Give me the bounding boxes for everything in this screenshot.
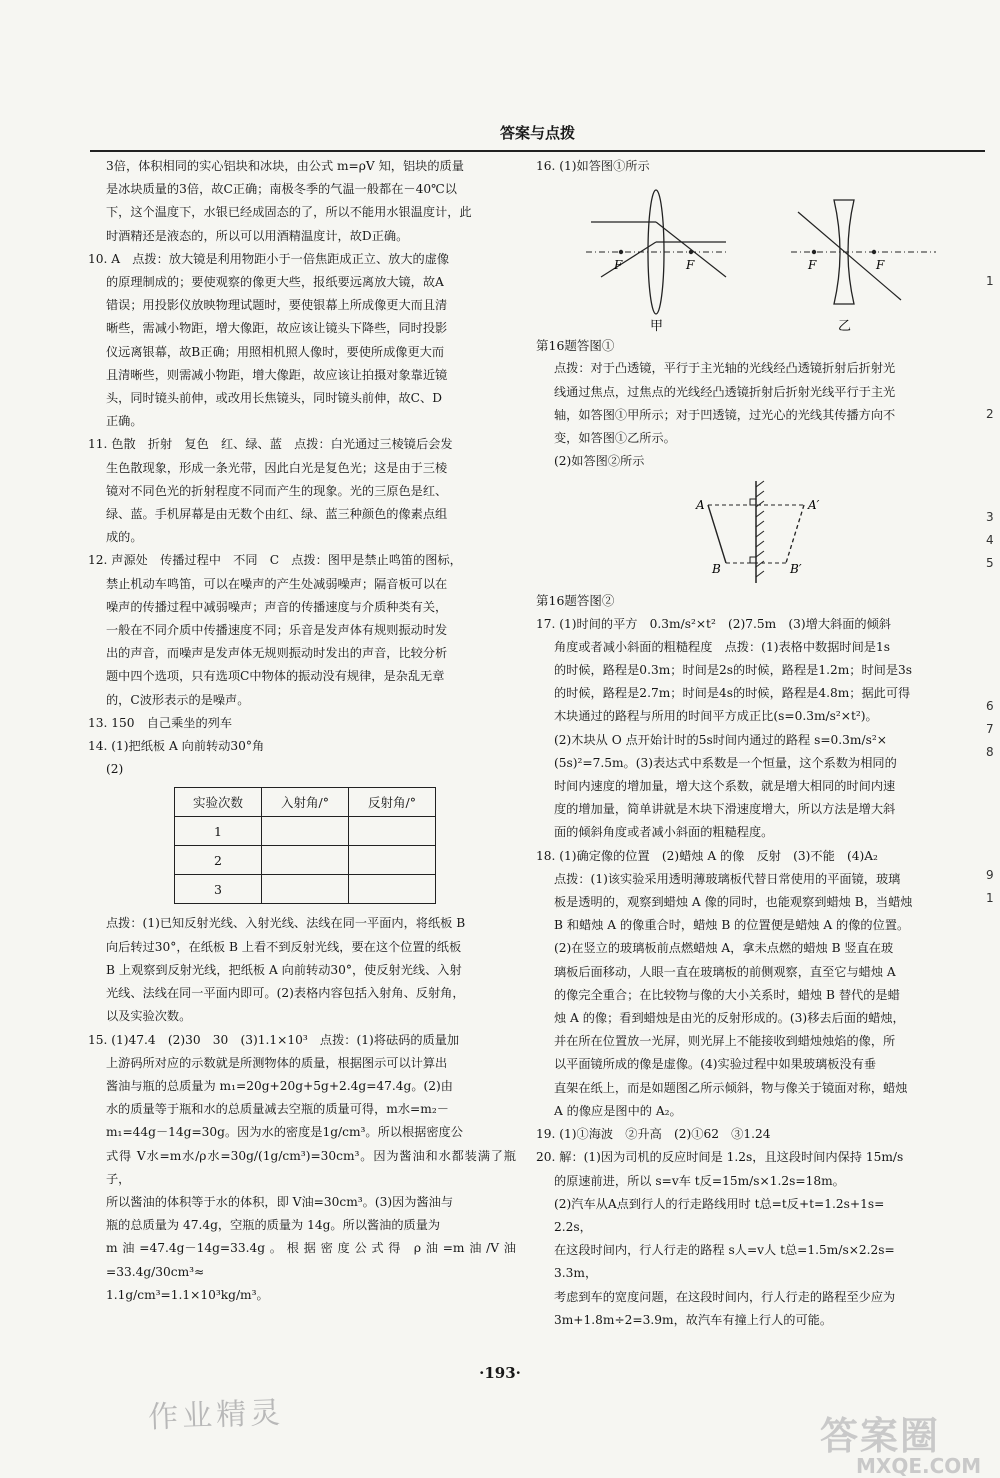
margin-number: 1 bbox=[986, 891, 994, 905]
text-line: 17. (1)时间的平方 0.3m/s²×t² (2)7.5m (3)增大斜面的倾斜 bbox=[536, 616, 891, 631]
figure-caption-1: 第16题答图① bbox=[536, 338, 615, 354]
site-watermark-logo bbox=[820, 1405, 981, 1478]
text-line: 光线、法线在同一平面内即可。(2)表格内容包括入射角、反射角， bbox=[106, 986, 465, 1001]
table-cell bbox=[262, 817, 349, 846]
text-line: 题中四个选项，只有选项C中物体的振动没有规律，是杂乱无章 bbox=[106, 669, 445, 684]
text-line: 3.3m， bbox=[554, 1266, 598, 1281]
answer-14-part2-label: (2) bbox=[106, 762, 124, 777]
focus-label: F bbox=[686, 258, 695, 273]
text-line: 20. 解：(1)因为司机的反应时间是 1.2s，且这段时间内保持 15m/s bbox=[536, 1150, 904, 1165]
text-line: 所以酱油的体积等于水的体积，即 V油=30cm³。(3)因为酱油与 bbox=[106, 1194, 454, 1209]
figure-label-jia: 甲 bbox=[650, 319, 664, 333]
text-line: (2)木块从 O 点开始计时的5s时间内通过的路程 s=0.3m/s²× bbox=[554, 732, 887, 747]
text-line: 向后转过30°，在纸板 B 上看不到反射光线，要在这个位置的纸板 bbox=[106, 939, 462, 954]
text-line: 以及实验次数。 bbox=[106, 1009, 192, 1024]
table-cell bbox=[349, 846, 436, 875]
text-line: (2)在竖立的玻璃板前点燃蜡烛 A，拿未点燃的蜡烛 B 竖直在玻 bbox=[554, 941, 894, 956]
right-column bbox=[536, 155, 968, 1332]
point-label: B′ bbox=[790, 562, 802, 577]
mirror-diagram bbox=[536, 477, 968, 587]
margin-number: 3 bbox=[986, 510, 994, 524]
text-line: 3m+1.8m÷2=3.9m，故汽车有撞上行人的可能。 bbox=[554, 1312, 833, 1327]
table-row bbox=[175, 875, 436, 904]
text-line: 11. 色散 折射 复色 红、绿、蓝 点拨：白光通过三棱镜后会发 bbox=[88, 437, 453, 452]
text-line: 酱油与瓶的总质量为 m₁=20g+20g+5g+2.4g=47.4g。(2)由 bbox=[106, 1078, 453, 1093]
stamp-watermark: 作业精灵 bbox=[147, 1395, 285, 1436]
margin-number: 9 bbox=[986, 868, 994, 882]
text-line: 2.2s， bbox=[554, 1219, 592, 1234]
text-line: 时酒精还是液态的，所以可以用酒精温度计，故D正确。 bbox=[106, 228, 409, 243]
focus-label: F bbox=[614, 258, 623, 273]
text-line: 璃板后面移动，人眼一直在玻璃板的前侧观察，直至它与蜡烛 A bbox=[554, 964, 896, 979]
answer-10 bbox=[88, 248, 516, 434]
text-line: (2)汽车从A点到行人的行走路线用时 t总=t反+t=1.2s+1s= bbox=[554, 1196, 885, 1211]
object-AB bbox=[708, 505, 726, 563]
text-line: 的原速前进，所以 s=v车 t反=15m/s×1.2s=18m。 bbox=[554, 1173, 845, 1188]
concave-lens-figure bbox=[791, 200, 936, 332]
experiment-table bbox=[174, 787, 436, 904]
answer-17 bbox=[536, 613, 968, 845]
text-line: 角度或者减小斜面的粗糙程度 点拨：(1)表格中数据时间是1s bbox=[554, 639, 890, 654]
margin-number: 2 bbox=[986, 407, 994, 421]
answer-19: 19. (1)①海波 ②升高 (2)①62 ③1.24 bbox=[536, 1127, 771, 1142]
margin-number: 4 bbox=[986, 533, 994, 547]
answer-9-continued bbox=[88, 155, 516, 248]
text-line: 10. A 点拨：放大镜是利用物距小于一倍焦距成正立、放大的虚像 bbox=[88, 251, 450, 266]
text-line: 瓶的总质量为 47.4g，空瓶的质量为 14g。所以酱油的质量为 bbox=[106, 1218, 441, 1233]
focus-label: F bbox=[808, 258, 817, 273]
table-header: 反射角/° bbox=[349, 788, 436, 817]
text-line: 15. (1)47.4 (2)30 30 (3)1.1×10³ 点拨：(1)将砝码的质量加 bbox=[88, 1032, 460, 1047]
text-line: 线通过焦点，过焦点的光线经凸透镜折射后折射光线平行于主光 bbox=[554, 384, 896, 399]
text-line: 水的质量等于瓶和水的总质量减去空瓶的质量可得，m水=m₂－ bbox=[106, 1102, 449, 1117]
text-line: 点拨：(1)已知反射光线、入射光线、法线在同一平面内，将纸板 B bbox=[106, 916, 466, 931]
text-line: 烛 A 的像；看到蜡烛是由光的反射形成的。(3)移去后面的蜡烛， bbox=[554, 1011, 905, 1026]
text-line: 式得 V水=m水/ρ水=30g/(1g/cm³)=30cm³。因为酱油和水都装满了瓶子， bbox=[106, 1148, 516, 1186]
text-line: 时间内速度的增加量，增大这个系数，就是增大相同的时间内速 bbox=[554, 779, 896, 794]
point-label: A′ bbox=[808, 498, 820, 513]
text-line: B 上观察到反射光线，把纸板 A 向前转动30°，使反射光线、入射 bbox=[106, 962, 462, 977]
watermark-url: MXQE.COM bbox=[856, 1454, 982, 1478]
right-angle-mark bbox=[750, 499, 756, 505]
text-line: 成的。 bbox=[106, 530, 143, 545]
adjacent-page-margin bbox=[986, 250, 1000, 910]
text-line: 噪声的传播过程中减弱噪声；声音的传播速度与介质种类有关， bbox=[106, 599, 448, 614]
mirror-diagram-svg bbox=[536, 477, 968, 587]
text-line: 3倍，体积相同的实心铝块和冰块，由公式 m=ρV 知，铝块的质量 bbox=[106, 159, 464, 173]
figure-caption-2: 第16题答图② bbox=[536, 593, 615, 609]
answer-16-part2: (2)如答图②所示 bbox=[554, 454, 645, 469]
table-cell: 2 bbox=[175, 846, 262, 875]
text-line: 并在所在位置放一光屏，则光屏上不能接收到蜡烛烛焰的像，所 bbox=[554, 1034, 896, 1049]
table-cell bbox=[349, 817, 436, 846]
text-line: 且清晰些，则需减小物距，增大像距，故应该让拍摄对象靠近镜 bbox=[106, 367, 448, 382]
margin-number: 1 bbox=[986, 274, 994, 288]
focus-point bbox=[689, 250, 693, 254]
answer-14-part1: 14. (1)把纸板 A 向前转动30°角 bbox=[88, 739, 265, 754]
text-line: A 的像应是图中的 A₂。 bbox=[554, 1103, 682, 1118]
text-line: 18. (1)确定像的位置 (2)蜡烛 A 的像 反射 (3)不能 (4)A₂ bbox=[536, 848, 878, 863]
convex-lens-figure bbox=[586, 190, 726, 332]
text-line: 点拨：对于凸透镜，平行于主光轴的光线经凸透镜折射后折射光 bbox=[554, 361, 896, 376]
point-label: A bbox=[696, 498, 705, 513]
text-line: 变，如答图①乙所示。 bbox=[554, 431, 676, 446]
text-line: 下，这个温度下，水银已经成固态的了，所以不能用水银温度计，此 bbox=[106, 205, 472, 220]
header-title: 答案与点拨 bbox=[499, 124, 575, 142]
text-line: 生色散现象，形成一条光带，因此白光是复色光；这是由于三棱 bbox=[106, 460, 448, 475]
focus-label: F bbox=[876, 258, 885, 273]
text-line: 的时候，路程是0.3m；时间是2s的时候，路程是1.2m；时间是3s bbox=[554, 663, 913, 678]
text-line: 轴，如答图①甲所示；对于凹透镜，过光心的光线其传播方向不 bbox=[554, 407, 896, 422]
answer-14-hint bbox=[88, 912, 516, 1028]
text-line: 正确。 bbox=[106, 414, 143, 429]
text-line: 仪远离银幕，故B正确；用照相机照人像时，要使所成像更大而 bbox=[106, 344, 445, 359]
margin-number: 8 bbox=[986, 745, 994, 759]
answer-15 bbox=[88, 1029, 516, 1307]
lens-diagram bbox=[536, 182, 968, 332]
text-line: 1.1g/cm³=1.1×10³kg/m³。 bbox=[106, 1287, 269, 1302]
answer-11 bbox=[88, 433, 516, 549]
text-line: m₁=44g－14g=30g。因为水的密度是1g/cm³。所以根据密度公 bbox=[106, 1125, 463, 1140]
text-line: 的，C波形表示的是噪声。 bbox=[106, 692, 250, 707]
text-line: B 和蜡烛 A 的像重合时，蜡烛 B 的位置便是蜡烛 A 的像的位置。 bbox=[554, 918, 910, 933]
lens-diagram-svg bbox=[536, 182, 968, 332]
figure-label-yi: 乙 bbox=[838, 319, 852, 333]
text-line: 上游码所对应的示数就是所测物体的质量，根据图示可以计算出 bbox=[106, 1055, 448, 1070]
focus-point bbox=[872, 250, 876, 254]
text-line: m油=47.4g－14g=33.4g。根据密度公式得 ρ油=m油/V油=33.4g/30cm³≈ bbox=[106, 1241, 516, 1279]
text-line: 晰些，需减小物距，增大像距，故应该让镜头下降些，同时投影 bbox=[106, 321, 448, 336]
focus-point bbox=[619, 250, 623, 254]
table-cell: 3 bbox=[175, 875, 262, 904]
text-line: 的原理制成的；要使观察的像更大些，报纸要远离放大镜，故A bbox=[106, 275, 444, 290]
text-line: 错误；用投影仪放映物理试题时，要使银幕上所成像更大而且清 bbox=[106, 298, 448, 313]
text-line: 考虑到车的宽度问题，在这段时间内，行人行走的路程至少应为 bbox=[554, 1289, 896, 1304]
table-cell bbox=[349, 875, 436, 904]
text-line: 是冰块质量的3倍，故C正确；南极冬季的气温一般都在－40℃以 bbox=[106, 182, 457, 197]
text-line: 度的增加量，简单讲就是木块下滑速度增大，所以方法是增大斜 bbox=[554, 802, 896, 817]
text-line: 的时候，路程是2.7m；时间是4s的时候，路程是4.8m；据此可得 bbox=[554, 686, 911, 701]
text-line: 镜对不同色光的折射程度不同而产生的现象。光的三原色是红、 bbox=[106, 483, 448, 498]
point-label: B bbox=[712, 562, 721, 577]
text-line: (5s)²=7.5m。(3)表达式中系数是一个恒量，这个系数为相同的 bbox=[554, 755, 897, 770]
answer-16-hint bbox=[536, 357, 968, 450]
text-line: 禁止机动车鸣笛，可以在噪声的产生处减弱噪声；隔音板可以在 bbox=[106, 576, 448, 591]
table-cell: 1 bbox=[175, 817, 262, 846]
answer-12 bbox=[88, 549, 516, 711]
table-row bbox=[175, 817, 436, 846]
table-cell bbox=[262, 846, 349, 875]
focus-point bbox=[812, 250, 816, 254]
table-header: 实验次数 bbox=[175, 788, 262, 817]
answer-16-part1: 16. (1)如答图①所示 bbox=[536, 159, 650, 173]
watermark-text: 答案圈 bbox=[820, 1414, 941, 1458]
margin-number: 6 bbox=[986, 699, 994, 713]
table-cell bbox=[262, 875, 349, 904]
text-line: 直架在纸上，而是如题图乙所示倾斜，物与像关于镜面对称，蜡烛 bbox=[554, 1080, 908, 1095]
answer-13: 13. 150 自己乘坐的列车 bbox=[88, 715, 233, 730]
answer-18 bbox=[536, 845, 968, 1123]
image-A2B2 bbox=[786, 505, 804, 563]
page-number: ·193· bbox=[479, 1364, 521, 1382]
text-line: 面的倾斜角度或者减小斜面的粗糙程度。 bbox=[554, 825, 774, 840]
text-line: 木块通过的路程与所用的时间平方成正比(s=0.3m/s²×t²)。 bbox=[554, 709, 878, 724]
answer-20 bbox=[536, 1146, 968, 1332]
text-line: 绿、蓝。手机屏幕是由无数个由红、绿、蓝三种颜色的像素点组 bbox=[106, 507, 448, 522]
text-line: 12. 声源处 传播过程中 不同 C 点拨：图甲是禁止鸣笛的图标， bbox=[88, 553, 462, 568]
text-line: 出的声音，而噪声是发声体无规则振动时发出的声音，比较分析 bbox=[106, 646, 448, 661]
page-header bbox=[90, 120, 985, 152]
table-header: 入射角/° bbox=[262, 788, 349, 817]
text-line: 头，同时镜头前伸，或改用长焦镜头，同时镜头前伸，故C、D bbox=[106, 391, 442, 406]
table-header-row bbox=[175, 788, 436, 817]
right-angle-mark bbox=[750, 557, 756, 563]
text-line: 以平面镜所成的像是虚像。(4)实验过程中如果玻璃板没有垂 bbox=[554, 1057, 876, 1072]
table-row bbox=[175, 846, 436, 875]
margin-number: 7 bbox=[986, 722, 994, 736]
text-line: 的像完全重合；在比较物与像的大小关系时，蜡烛 B 替代的是蜡 bbox=[554, 987, 900, 1002]
text-line: 点拨：(1)该实验采用透明薄玻璃板代替日常使用的平面镜，玻璃 bbox=[554, 871, 901, 886]
margin-number: 5 bbox=[986, 556, 994, 570]
left-column bbox=[88, 155, 516, 1307]
text-line: 一般在不同介质中传播速度不同；乐音是发声体有规则振动时发 bbox=[106, 623, 448, 638]
text-line: 在这段时间内，行人行走的路程 s人=v人 t总=1.5m/s×2.2s= bbox=[554, 1243, 895, 1258]
text-line: 板是透明的，观察到蜡烛 A 像的同时，也能观察到蜡烛 B，当蜡烛 bbox=[554, 895, 913, 910]
